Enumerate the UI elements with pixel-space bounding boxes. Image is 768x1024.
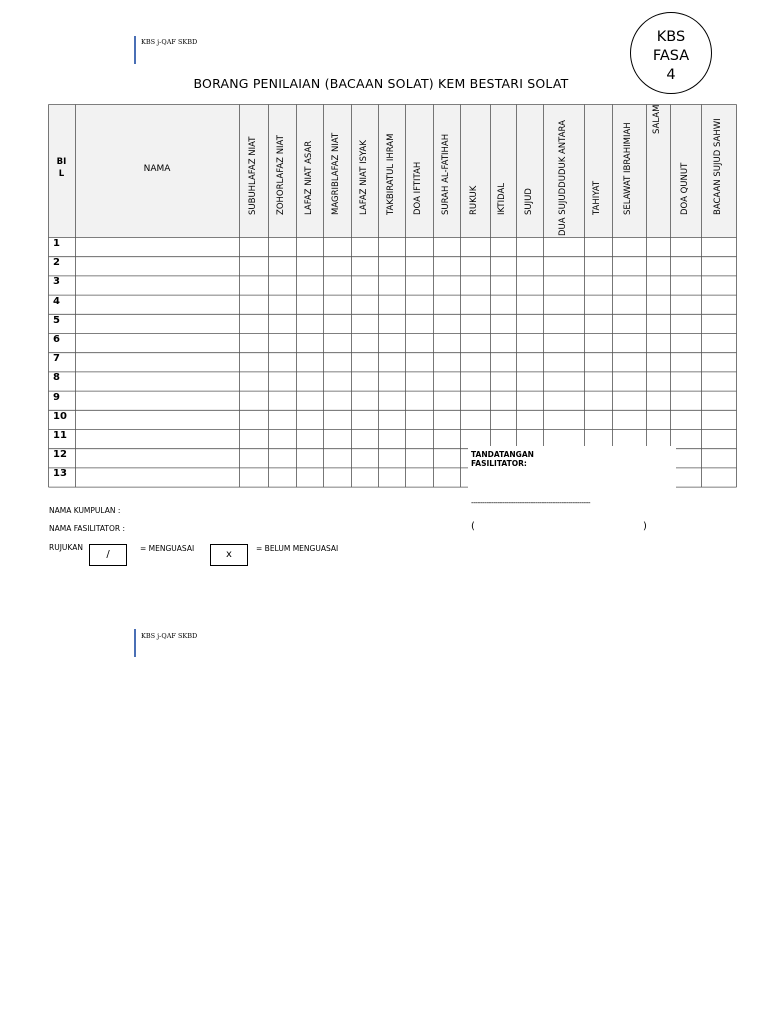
column-header: SALAM [652,104,662,134]
row-number: 5 [53,314,60,326]
column-header: ZOHORLAFAZ NIAT [276,135,286,215]
column-header: SUBUHLAFAZ NIAT [247,136,258,215]
row-number: 4 [53,295,60,307]
header-bar-top [134,36,136,64]
column-header: IKTIDAL [497,182,507,215]
row-number: 6 [53,334,60,345]
badge-line-2: FASA [652,48,690,64]
row-number: 7 [53,353,60,365]
column-header: SUJUD [523,188,534,215]
bil-header [48,156,75,180]
row-number: 3 [53,276,60,288]
row-number: 10 [53,410,67,422]
bil-header-line1: BI [56,157,67,167]
tick-legend-box: / [89,544,127,566]
row-number: 11 [53,430,67,441]
column-header: DOA IFTITAH [413,161,423,215]
row-number: 9 [53,391,60,403]
nama-header: NAMA [143,164,171,174]
column-header: TAHIYAT [592,180,602,215]
bil-header-line2: L [58,169,65,179]
column-header: LAFAZ NIAT ASAR [303,140,314,215]
header-code-top: KBS j-QAF SKBD [141,38,198,46]
column-header: DOA QUNUT [679,162,690,215]
header-bar-bottom [134,629,136,657]
nama-fasilitator-label: NAMA FASILITATOR : [49,524,125,533]
menguasai-legend: = MENGUASAI [140,544,195,553]
nama-kumpulan-label: NAMA KUMPULAN : [49,506,121,515]
column-header: TAKBIRATUL IHRAM [385,133,396,215]
badge-line-1: KBS [656,29,686,45]
column-header: SURAH AL-FATIHAH [440,133,451,215]
column-header: SELAWAT IBRAHIMIAH [623,122,633,215]
row-number: 13 [53,468,67,480]
row-number: 12 [53,449,67,461]
column-header: RUKUK [469,185,479,215]
signature-open-paren: ( [471,521,475,532]
signature-line: ------------------------------------------------------ [471,498,591,507]
row-number: 1 [53,238,60,249]
row-number: 2 [53,257,60,269]
cross-legend-box: x [210,544,248,566]
page-title: BORANG PENILAIAN (BACAAN SOLAT) KEM BESTARI SOLAT [193,76,569,91]
signature-close-paren: ) [643,521,647,532]
rujukan-label: RUJUKAN [49,543,83,552]
row-number: 8 [53,372,60,384]
column-header: BACAAN SUJUD SAHWI [712,118,723,215]
belum-menguasai-legend: = BELUM MENGUASAI [256,544,339,553]
badge-line-3: 4 [666,67,676,83]
column-header: MAGRIBLAFAZ NIAT [331,132,341,215]
column-header: LAFAZ NIAT ISYAK [358,140,369,215]
header-code-bottom: KBS j-QAF SKBD [141,632,198,640]
column-header: DUA SUJUDDUDUK ANTARA [557,120,568,236]
signature-label: TANDATANGAN FASILITATOR: [471,450,534,468]
